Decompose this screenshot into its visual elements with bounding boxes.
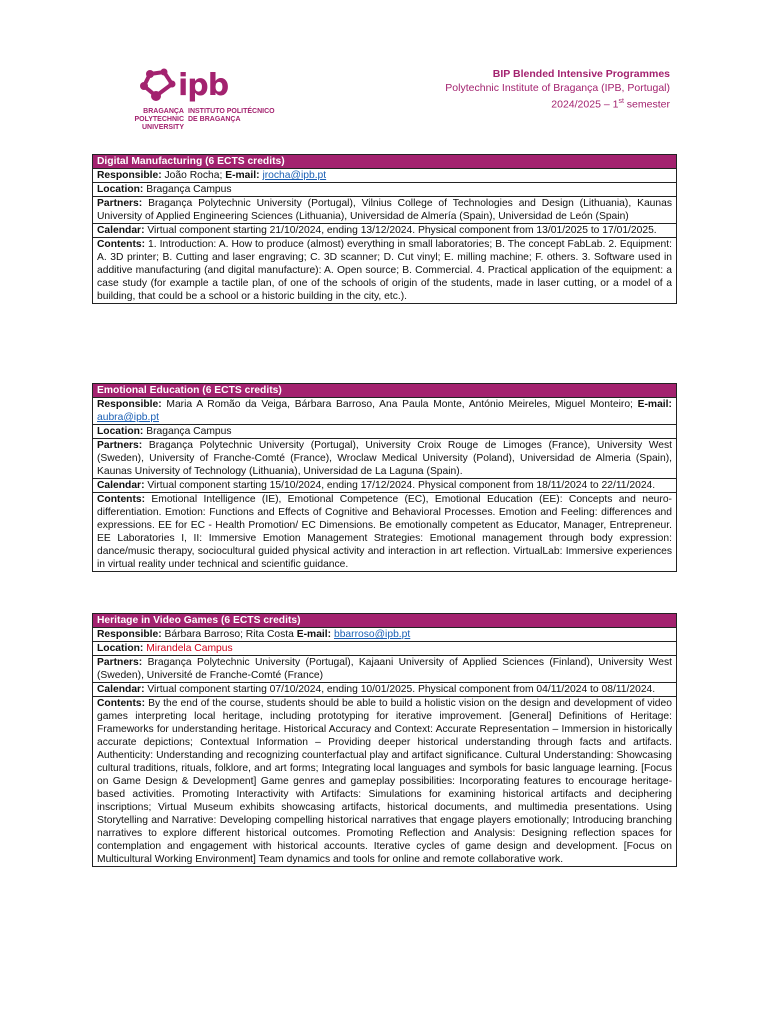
logo-subtitle-en: BRAGANÇA POLYTECHNIC UNIVERSITY (134, 108, 184, 131)
course-responsible: Responsible: João Rocha; E-mail: jrocha@ipb.pt (93, 169, 677, 183)
course-calendar: Calendar: Virtual component starting 21/10/2024, ending 13/12/2024. Physical component from 13/01/2025 to 17/01/2025. (93, 224, 677, 238)
course-partners: Partners: Bragança Polytechnic University (Portugal), University Croix Rouge de Limoges (France), University West (Sweden), University of Franche-Comté (France), Wroclaw Medical University (Poland), Universidad de Almeria (Spain), Kaunas University of Technology (Lithuania), Universidad de La Laguna (Spain). (93, 439, 677, 479)
course-calendar: Calendar: Virtual component starting 15/10/2024, ending 17/12/2024. Physical component from 18/11/2024 to 22/11/2024. (93, 479, 677, 493)
course-location: Location: Bragança Campus (93, 425, 677, 439)
course-contents: Contents: By the end of the course, students should be able to build a holistic vision on the design and development of video games interpreting local heritage, including prototyping for iterative improvement. [General] Definitions of Heritage: Frameworks for understanding heritage. Historical Accuracy and Context: Accurate Representation – Immersion in historically accurate depictions; Contextual Information – Providing deeper historical understanding through facts and artifacts. Authenticity: Understanding and recognizing counterfactual play and artifact significance. Cultural Understanding: Showcasing cultural traditions, rituals, folklore, and art forms; Integrating local languages and symbols for basic language learning. [Focus on Game Design & Development] Game genres and gameplay possibilities: Incorporating features to encourage heritage-based activities. Promoting Interactivity with Artifacts: Simulations for examining historical artifacts and deciphering inscriptions; Virtual Museum exhibits showcasing artifacts, historical documents, and multimedia presentations. Using Storytelling and Narrative: Developing compelling historical narratives that engage players emotionally; Introducing branching narratives to explore different historical outcomes. Promoting Reflection and Analysis: Designing reflection spaces for contemplation and engagement with historical accounts. Iterative cycles of game design and development. [Focus on Multicultural Working Environment] Team dynamics and tools for online and remote collaborative work. (93, 697, 677, 867)
course-title: Heritage in Video Games (6 ECTS credits) (93, 614, 677, 628)
course-title: Digital Manufacturing (6 ECTS credits) (93, 155, 677, 169)
ipb-logo (98, 66, 288, 131)
course-table-emotional-education (92, 383, 677, 572)
logo-wordmark: ipb (178, 68, 229, 103)
course-responsible: Responsible: Maria A Romão da Veiga, Bárbara Barroso, Ana Paula Monte, António Meireles, Miguel Monteiro; E-mail: aubra@ipb.pt (93, 398, 677, 425)
course-location: Location: Mirandela Campus (93, 642, 677, 656)
course-table-heritage-video-games (92, 613, 677, 867)
course-partners: Partners: Bragança Polytechnic University (Portugal), Vilnius College of Technologies and Design (Lithuania), Kaunas University of Applied Engineering Sciences (Lithuania), Universidad de Almería (Spain), Universidad de León (Spain) (93, 197, 677, 224)
email-link[interactable]: jrocha@ipb.pt (262, 170, 327, 181)
course-calendar: Calendar: Virtual component starting 07/10/2024, ending 10/01/2025. Physical component from 04/11/2024 to 08/11/2024. (93, 683, 677, 697)
document-header (445, 68, 670, 112)
course-contents: Contents: 1. Introduction: A. How to produce (almost) everything in small laboratories; B. The concept FabLab. 2. Equipment: A. 3D printer; B. Cutting and laser engraving; C. 3D scanner; D. Cut vinyl; E. milling machine; F. others. 3. Software used in additive manufacturing (and digital manufacture): A. Open source; B. Commercial. 4. Practical application of the equipment: a case study (for example a tactile plan, of one of the schools of origin of the students, made in laser cutting, or a model of a building, that could be a school or a historic building in the city, etc.). (93, 238, 677, 304)
course-location: Location: Bragança Campus (93, 183, 677, 197)
ipb-logo-mark-icon (138, 66, 178, 106)
course-contents: Contents: Emotional Intelligence (IE), Emotional Competence (EC), Emotional Education (EE): Concepts and neuro-differentiation. Emotion: Functions and Effects of Cognitive and Behavioral Processes. Emotion and Feeling: differences and expressions. EE for EC - Health Promotion/ EC Dimensions. Be emotionally competent as Educator, Manager, Entrepreneur. EE Laboratories I, II: Immersive Emotion Management Strategies: Emotional management through body expression: dance/music therapy, sociocultural guided physical activity and interaction in art reflection. VirtualLab: Immersive experiences in virtual reality under technical and scientific guidance. (93, 493, 677, 572)
programme-title: BIP Blended Intensive Programmes (492, 68, 670, 80)
email-link[interactable]: aubra@ipb.pt (97, 412, 159, 423)
academic-year: 2024/2025 – 1st semester (551, 98, 670, 111)
course-responsible: Responsible: Bárbara Barroso; Rita Costa E-mail: bbarroso@ipb.pt (93, 628, 677, 642)
email-link[interactable]: bbarroso@ipb.pt (333, 629, 411, 640)
course-table-digital-manufacturing (92, 154, 677, 304)
logo-subtitle-pt: INSTITUTO POLITÉCNICO DE BRAGANÇA (188, 108, 275, 123)
course-title: Emotional Education (6 ECTS credits) (93, 384, 677, 398)
course-partners: Partners: Bragança Polytechnic University (Portugal), Kajaani University of Applied Sciences (Finland), University West (Sweden), Université de Franche-Comté (France) (93, 656, 677, 683)
institution-name: Polytechnic Institute of Bragança (IPB, Portugal) (445, 81, 670, 94)
